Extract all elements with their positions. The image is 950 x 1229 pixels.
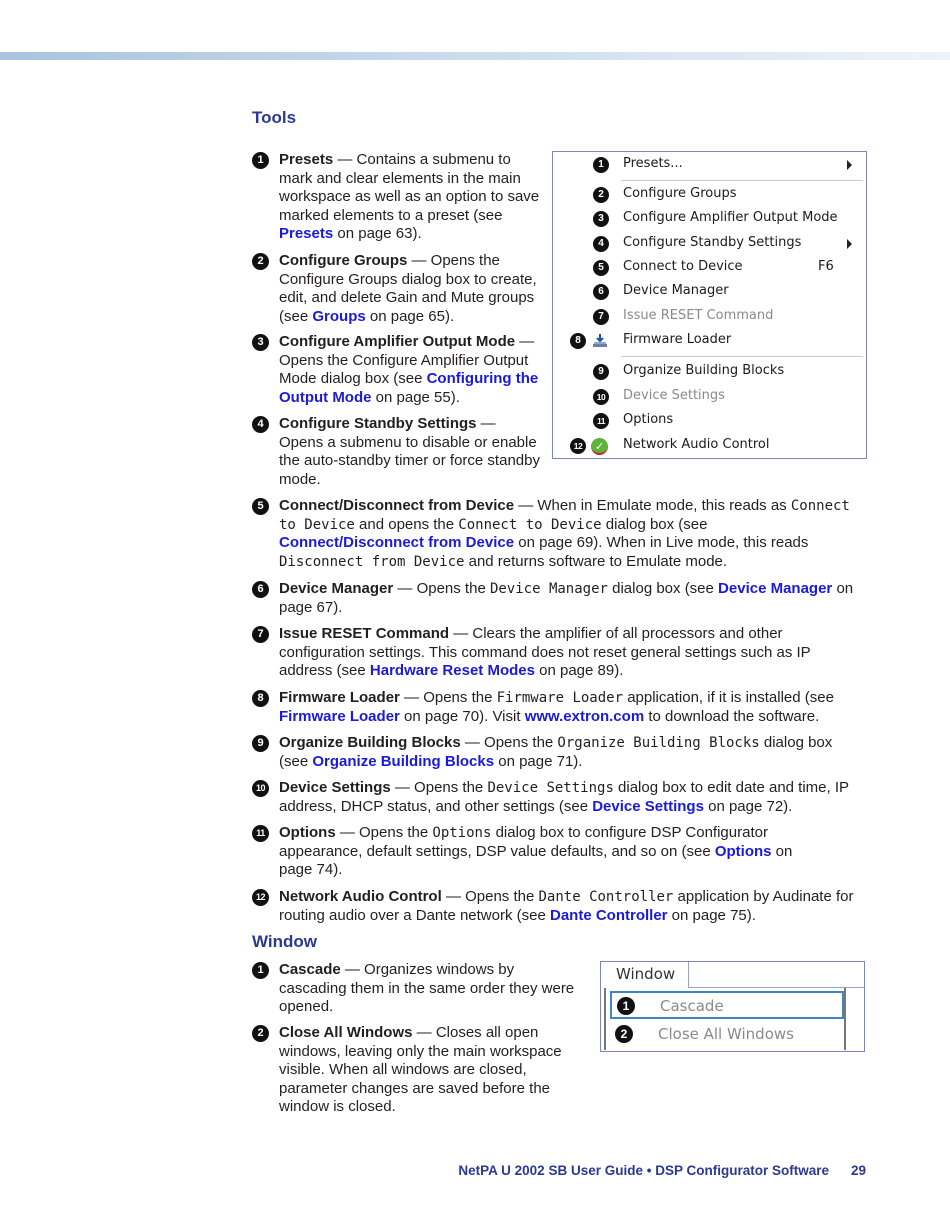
menu-item-label: Presets... <box>623 156 683 171</box>
item-description: — Organizes windows by cascading them in the same order they were opened. <box>279 961 575 1016</box>
item-text <box>279 1024 574 1117</box>
item-description: on page 69). When in Live mode, this reads <box>514 534 809 552</box>
tools-item-3 <box>252 333 544 407</box>
cross-reference-link[interactable]: Groups <box>312 307 366 325</box>
callout-number: 4 <box>252 416 269 433</box>
item-text <box>279 497 856 571</box>
callout-2: 2 <box>615 1025 633 1043</box>
tools-item-11 <box>252 824 812 880</box>
menu-item-cascade[interactable] <box>610 991 844 1019</box>
item-text <box>279 961 580 1017</box>
item-description: dialog box (see <box>601 515 708 533</box>
callout-number: 10 <box>252 780 269 797</box>
page-number: 29 <box>850 1163 866 1178</box>
item-description: on page 67). <box>279 580 854 616</box>
window-menu-screenshot <box>600 961 865 1052</box>
item-description: on page 71). <box>494 752 583 770</box>
menu-item-label: Configure Amplifier Output Mode <box>623 210 838 225</box>
item-description: on page 89). <box>534 662 624 680</box>
item-description: application, if it is installed (see <box>623 689 834 706</box>
callout-number: 11 <box>252 825 269 842</box>
ui-literal: Options <box>432 825 492 841</box>
footer-title: NetPA U 2002 SB User Guide • DSP Configurator Software <box>458 1163 829 1178</box>
menu-separator <box>621 180 863 181</box>
callout-2: 2 <box>593 187 609 203</box>
callout-number: 5 <box>252 498 269 515</box>
menu-item-label: Device Settings <box>623 388 725 403</box>
window-item-1 <box>252 961 580 1017</box>
item-text <box>279 580 856 617</box>
item-description: — Opens the Configure Groups dialog box to create, edit, and delete Gain and Mute groups (see <box>279 252 537 325</box>
callout-number: 1 <box>252 152 269 169</box>
shortcut-key: F6 <box>818 259 834 274</box>
ui-literal: Firmware Loader <box>496 690 624 706</box>
item-description: on page 65). <box>365 307 455 325</box>
item-term: Options <box>279 824 336 841</box>
cross-reference-link[interactable]: Firmware Loader <box>279 707 400 725</box>
item-term: Organize Building Blocks <box>279 734 461 751</box>
menu-item-label: Configure Groups <box>623 186 737 201</box>
item-description: and returns software to Emulate mode. <box>464 552 728 570</box>
item-description: dialog box (see <box>607 580 719 597</box>
tools-item-12 <box>252 888 856 925</box>
tools-item-7 <box>252 625 856 681</box>
callout-number: 8 <box>252 690 269 707</box>
cross-reference-link[interactable]: Options <box>714 842 772 860</box>
window-menu-dropdown <box>604 988 846 1050</box>
tools-menu-screenshot <box>552 151 867 459</box>
cross-reference-link[interactable]: Dante Controller <box>550 906 668 924</box>
ui-literal: Disconnect from Device <box>279 553 465 570</box>
item-term: Device Manager <box>279 580 394 597</box>
item-description: — Opens the <box>399 689 497 706</box>
item-description: — Opens the Configure Amplifier Output Mode dialog box (see <box>279 333 535 388</box>
item-description: dialog box (see <box>279 734 833 770</box>
menu-item-label: Device Manager <box>623 283 729 298</box>
window-item-2 <box>252 1024 574 1117</box>
item-description: on page 74). <box>279 842 793 879</box>
callout-number: 6 <box>252 581 269 598</box>
item-description: — Opens a submenu to disable or enable the auto-standby timer or force standby mode. <box>279 415 540 488</box>
submenu-arrow-icon <box>847 160 852 170</box>
callout-number: 12 <box>252 889 269 906</box>
menu-item-label: Configure Standby Settings <box>623 235 802 250</box>
window-menu-title: Window <box>616 965 676 983</box>
item-term: Presets <box>279 151 334 168</box>
menu-item-presets[interactable] <box>553 154 866 176</box>
item-text <box>279 824 812 880</box>
cross-reference-link[interactable]: www.extron.com <box>524 707 645 725</box>
callout-number: 1 <box>252 962 269 979</box>
item-term: Firmware Loader <box>279 689 400 706</box>
callout-5: 5 <box>593 260 609 276</box>
menu-item-label: Cascade <box>660 997 724 1015</box>
menu-item-firmware-loader[interactable] <box>553 330 866 352</box>
menu-item-issue-reset-command <box>553 306 866 328</box>
menu-item-organize-building-blocks[interactable] <box>553 361 866 383</box>
menu-separator <box>621 356 863 357</box>
item-description: to download the software. <box>644 707 820 725</box>
callout-8: 8 <box>570 333 586 349</box>
page-footer <box>458 1163 866 1178</box>
menu-item-label: Organize Building Blocks <box>623 363 785 378</box>
menu-item-label: Options <box>623 412 674 427</box>
item-description: — Contains a submenu to mark and clear elements in the main workspace as well as an option to save marked elements to a preset (see <box>279 151 540 224</box>
item-description: dialog box to edit date and time, IP address, DHCP status, and other settings (see <box>279 779 849 815</box>
callout-number: 2 <box>252 253 269 270</box>
item-term: Device Settings <box>279 779 391 796</box>
item-text <box>279 689 856 726</box>
menu-item-label: Firmware Loader <box>623 332 732 347</box>
ui-literal: Dante Controller <box>538 889 674 905</box>
tools-heading: Tools <box>252 108 297 127</box>
tools-item-10 <box>252 779 856 816</box>
menu-item-device-manager[interactable] <box>553 281 866 303</box>
item-description: on page 55). <box>371 388 460 406</box>
callout-4: 4 <box>593 236 609 252</box>
menu-item-configure-standby-settings[interactable] <box>553 233 866 255</box>
item-term: Close All Windows <box>279 1024 413 1041</box>
menu-item-device-settings <box>553 386 866 408</box>
menu-item-label: Connect to Device <box>623 259 743 274</box>
callout-9: 9 <box>593 364 609 380</box>
callout-6: 6 <box>593 284 609 300</box>
cross-reference-link[interactable]: Hardware Reset Modes <box>369 662 535 680</box>
tools-item-2 <box>252 252 544 326</box>
cross-reference-link[interactable]: Device Manager <box>718 580 833 597</box>
item-term: Connect/Disconnect from Device <box>279 497 515 514</box>
cross-reference-link[interactable]: Presets <box>279 225 334 243</box>
menu-item-network-audio-control[interactable] <box>553 435 866 457</box>
menu-item-connect-to-device[interactable] <box>553 257 866 279</box>
item-text <box>279 151 544 244</box>
menu-item-configure-amplifier-output-mode[interactable] <box>553 208 866 230</box>
item-text <box>279 625 856 681</box>
item-description: and opens the <box>354 515 459 533</box>
item-term: Issue RESET Command <box>279 625 450 642</box>
item-description: — Opens the <box>393 580 490 597</box>
item-term: Network Audio Control <box>279 888 442 905</box>
item-description: — Clears the amplifier of all processors and other configuration settings. This command does not reset general settings such as IP address (see <box>279 625 811 680</box>
item-description: dialog box to configure DSP Configurator appearance, default settings, DSP value defaults, and so on (see <box>279 824 768 860</box>
item-description: — Opens the <box>460 734 558 751</box>
cross-reference-link[interactable]: Organize Building Blocks <box>312 752 495 770</box>
tools-item-6 <box>252 580 856 617</box>
item-term: Configure Groups <box>279 252 408 269</box>
callout-7: 7 <box>593 309 609 325</box>
callout-11: 11 <box>593 413 609 429</box>
submenu-arrow-icon <box>847 239 852 249</box>
callout-10: 10 <box>593 389 609 405</box>
item-text <box>279 415 544 489</box>
callout-12: 12 <box>570 438 586 454</box>
item-description: on page 63). <box>333 225 422 243</box>
callout-number: 3 <box>252 334 269 351</box>
network-audio-icon: ✓ <box>591 438 608 455</box>
callout-number: 2 <box>252 1025 269 1042</box>
callout-number: 9 <box>252 735 269 752</box>
callout-number: 7 <box>252 626 269 643</box>
item-description: — Closes all open windows, leaving only the main workspace visible. When all windows are closed, parameter changes are saved before the window is closed. <box>279 1024 562 1116</box>
tools-item-1 <box>252 151 544 244</box>
item-description: — Opens the <box>335 824 433 841</box>
menu-item-configure-groups[interactable] <box>553 184 866 206</box>
ui-literal: Connect to Device <box>279 498 850 533</box>
tools-item-9 <box>252 734 856 771</box>
ui-literal: Connect to Device <box>458 516 602 533</box>
item-text <box>279 888 856 925</box>
item-description: — When in Emulate mode, this reads as <box>514 497 791 514</box>
tools-item-8 <box>252 689 856 726</box>
menu-item-label: Network Audio Control <box>623 437 770 452</box>
menu-item-label: Close All Windows <box>658 1025 794 1043</box>
callout-1: 1 <box>593 157 609 173</box>
item-description: — Opens the <box>441 888 539 905</box>
cross-reference-link[interactable]: Device Settings <box>592 797 704 815</box>
ui-literal: Device Settings <box>487 780 614 796</box>
header-gradient-bar <box>0 52 950 60</box>
item-term: Cascade <box>279 961 341 978</box>
menu-item-close-all-windows[interactable] <box>610 1021 844 1049</box>
callout-1: 1 <box>617 997 635 1015</box>
item-text <box>279 734 856 771</box>
firmware-loader-icon <box>592 333 608 349</box>
item-description: on page 75). <box>667 906 756 924</box>
item-term: Configure Standby Settings <box>279 415 477 432</box>
cross-reference-link[interactable]: Configuring the Output Mode <box>279 370 539 406</box>
tools-item-4 <box>252 415 544 489</box>
item-text <box>279 252 544 326</box>
item-description: — Opens the <box>390 779 488 796</box>
menu-item-label: Issue RESET Command <box>623 308 774 323</box>
menu-item-options[interactable] <box>553 410 866 432</box>
ui-literal: Device Manager <box>489 581 608 597</box>
item-description: application by Audinate for routing audio over a Dante network (see <box>279 888 854 924</box>
callout-3: 3 <box>593 211 609 227</box>
tools-item-5 <box>252 497 856 571</box>
window-menu-tab[interactable] <box>605 962 689 988</box>
cross-reference-link[interactable]: Connect/Disconnect from Device <box>279 534 515 552</box>
item-description: on page 72). <box>703 797 793 815</box>
window-heading: Window <box>252 932 317 951</box>
item-text <box>279 333 544 407</box>
item-description: on page 70). Visit <box>399 707 525 725</box>
item-term: Configure Amplifier Output Mode <box>279 333 516 350</box>
ui-literal: Organize Building Blocks <box>557 735 760 751</box>
item-text <box>279 779 856 816</box>
